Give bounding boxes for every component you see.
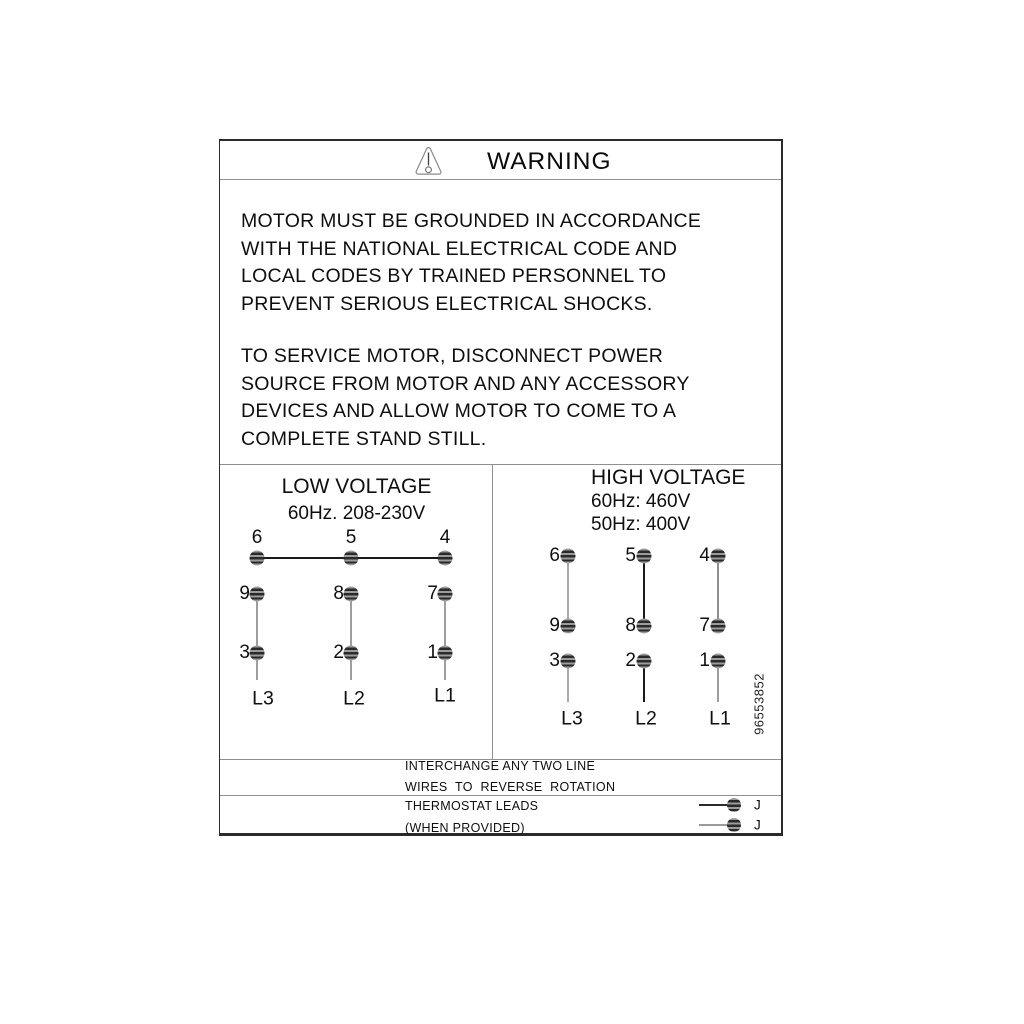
terminal-dot — [561, 654, 576, 669]
warning-text-line: DEVICES AND ALLOW MOTOR TO COME TO A — [241, 400, 677, 422]
part-number: 96553852 — [751, 673, 767, 735]
lv-terminal-4-number: 4 — [439, 527, 451, 548]
connector-line-8-2-L2 — [350, 594, 352, 680]
terminal-dot — [561, 619, 576, 634]
terminal-dot — [561, 549, 576, 564]
hv-terminal-8-number: 8 — [625, 615, 636, 636]
lv-terminal-7-number: 7 — [427, 583, 438, 604]
lv-terminal-8-number: 8 — [333, 583, 344, 604]
terminal-dot — [711, 619, 726, 634]
thermostat-leads-line-2: (WHEN PROVIDED) — [405, 821, 525, 835]
warning-text-line: MOTOR MUST BE GROUNDED IN ACCORDANCE — [241, 210, 702, 232]
rotation-note-line-2: WIRES TO REVERSE ROTATION — [405, 780, 616, 794]
lv-line-label-L1: L1 — [434, 684, 456, 707]
terminal-dot — [250, 646, 265, 661]
hv-terminal-5-number: 5 — [625, 545, 636, 566]
rotation-note-line-1: INTERCHANGE ANY TWO LINE — [405, 759, 596, 773]
terminal-dot — [344, 646, 359, 661]
wiring-diagrams-section — [220, 464, 781, 759]
connector-line-6-9 — [567, 556, 569, 626]
terminal-dot — [711, 654, 726, 669]
lv-terminal-5-number: 5 — [345, 527, 357, 548]
terminal-dot — [344, 587, 359, 602]
thermostat-leads-line-1: THERMOSTAT LEADS — [405, 799, 539, 813]
thermostat-lead-2-label: J — [754, 817, 761, 833]
terminal-dot — [637, 619, 652, 634]
connector-line-4-7 — [717, 556, 719, 626]
connector-line-7-1-L1 — [444, 594, 446, 680]
hv-line-label-L3: L3 — [561, 707, 583, 730]
low-voltage-subtitle: 60Hz. 208-230V — [287, 503, 426, 524]
lv-terminal-9-number: 9 — [239, 583, 250, 604]
terminal-dot — [637, 549, 652, 564]
terminal-dot — [711, 549, 726, 564]
hv-terminal-9-number: 9 — [549, 615, 560, 636]
terminal-dot — [727, 818, 741, 832]
terminal-dot — [344, 551, 359, 566]
terminal-dot — [438, 587, 453, 602]
warning-paragraph-2 — [241, 343, 690, 453]
lv-line-label-L3: L3 — [252, 687, 274, 710]
warning-text-line: TO SERVICE MOTOR, DISCONNECT POWER — [241, 345, 664, 367]
hv-terminal-1-number: 1 — [699, 650, 710, 671]
hv-line-label-L1: L1 — [709, 707, 731, 730]
lv-terminal-3-number: 3 — [239, 642, 250, 663]
lv-terminal-1-number: 1 — [427, 642, 438, 663]
warning-text-line: PREVENT SERIOUS ELECTRICAL SHOCKS. — [241, 292, 653, 315]
thermostat-lead-1-label: J — [754, 797, 761, 813]
warning-triangle-icon — [415, 146, 442, 176]
warning-text-line: WITH THE NATIONAL ELECTRICAL CODE AND — [241, 237, 678, 260]
connector-line-9-3-L3 — [256, 594, 258, 680]
terminal-dot — [250, 587, 265, 602]
hv-terminal-3-number: 3 — [549, 650, 560, 671]
hv-terminal-2-number: 2 — [625, 650, 636, 671]
terminal-dot — [438, 551, 453, 566]
warning-title: WARNING — [487, 148, 612, 175]
terminal-dot — [727, 798, 741, 812]
hv-terminal-6-number: 6 — [549, 545, 560, 566]
high-voltage-freq-2: 50Hz: 400V — [591, 514, 691, 535]
warning-text-line: SOURCE FROM MOTOR AND ANY ACCESSORY — [241, 372, 690, 395]
low-voltage-title: LOW VOLTAGE — [281, 475, 432, 498]
footer-divider — [220, 795, 781, 796]
high-voltage-title: HIGH VOLTAGE — [591, 466, 746, 489]
warning-paragraph-1 — [241, 208, 701, 318]
lv-terminal-6-number: 6 — [251, 527, 263, 548]
warning-text-line: COMPLETE STAND STILL. — [241, 427, 487, 450]
lv-line-label-L2: L2 — [343, 687, 365, 710]
connector-line-5-8 — [643, 556, 645, 626]
lv-terminal-2-number: 2 — [333, 642, 344, 663]
terminal-dot — [637, 654, 652, 669]
warning-text-line: LOCAL CODES BY TRAINED PERSONNEL TO — [241, 265, 667, 287]
hv-line-label-L2: L2 — [635, 707, 657, 730]
header-divider — [220, 179, 781, 180]
hv-terminal-4-number: 4 — [699, 545, 710, 566]
terminal-dot — [438, 646, 453, 661]
hv-terminal-7-number: 7 — [699, 615, 710, 636]
terminal-dot — [250, 551, 265, 566]
high-voltage-freq-1: 60Hz: 460V — [591, 491, 691, 512]
motor-warning-label — [219, 139, 783, 836]
